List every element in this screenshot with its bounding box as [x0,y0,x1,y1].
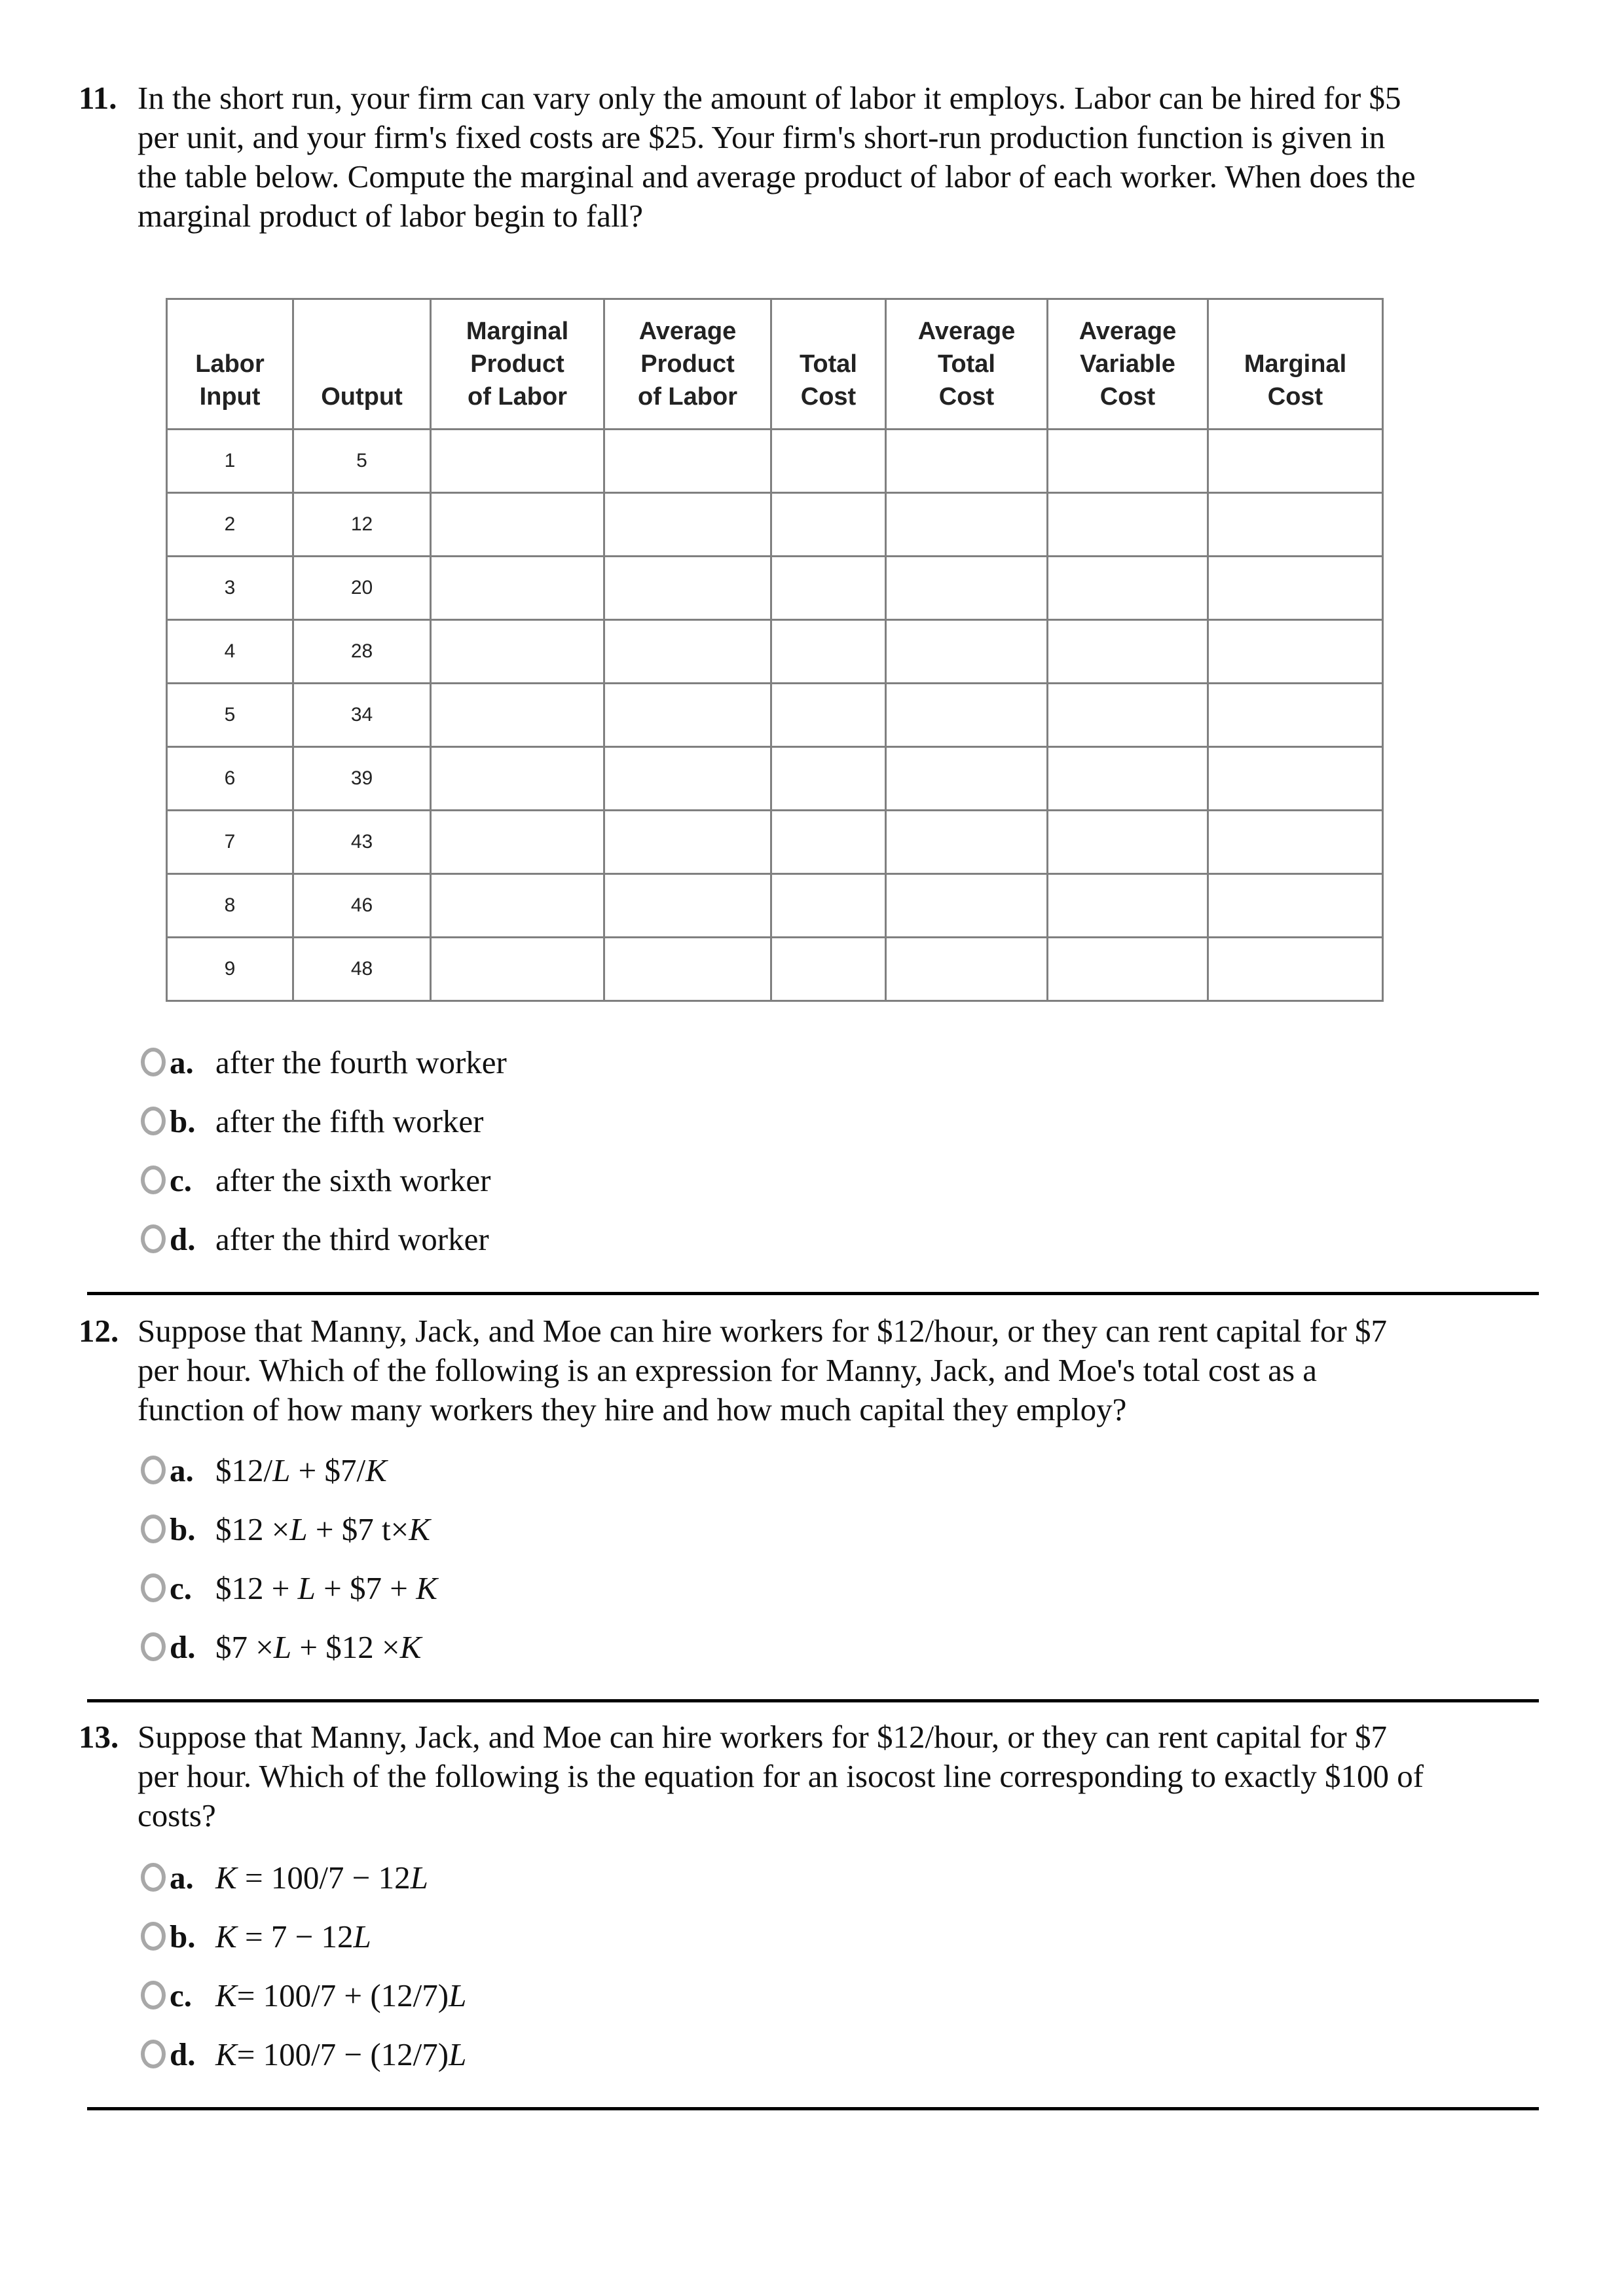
table-cell[interactable] [604,620,771,684]
radio-button[interactable] [141,2040,166,2068]
table-cell[interactable] [604,938,771,1001]
table-row [167,430,1383,493]
table-cell[interactable] [604,493,771,557]
table-cell[interactable] [1208,620,1383,684]
radio-button[interactable] [141,1922,166,1951]
table-cell[interactable] [1048,557,1208,620]
table-row [167,874,1383,938]
table-cell[interactable] [886,747,1048,811]
question-12-text [79,1312,1545,1429]
table-cell[interactable] [771,430,886,493]
table-cell[interactable] [604,557,771,620]
table-cell[interactable] [771,557,886,620]
table-cell[interactable] [1048,811,1208,874]
radio-button[interactable] [141,1863,166,1892]
table-cell[interactable] [1208,557,1383,620]
table-row [167,938,1383,1001]
question-line: marginal product of labor begin to fall? [138,198,643,234]
question-line: costs? [138,1797,216,1833]
table-cell[interactable] [431,430,604,493]
option-a[interactable]: a. K = 100/7 − 12L [141,1848,466,1907]
table-cell[interactable] [431,557,604,620]
table-cell[interactable] [771,874,886,938]
option-b[interactable]: b. after the fifth worker [141,1092,507,1150]
table-cell[interactable] [431,874,604,938]
option-a[interactable]: a. $12/L + $7/K [141,1441,437,1499]
table-cell[interactable] [1048,493,1208,557]
table-cell[interactable] [886,430,1048,493]
table-cell: 9 [167,938,293,1001]
header-marginal-cost: Marginal Cost [1208,299,1383,430]
table-cell[interactable] [431,811,604,874]
radio-button[interactable] [141,1632,166,1661]
table-header-row [167,299,1383,430]
header-average-product: Average Product of Labor [604,299,771,430]
radio-button[interactable] [141,1573,166,1602]
table-cell[interactable] [1208,493,1383,557]
table-cell: 28 [293,620,431,684]
header-output: Output [293,299,431,430]
table-cell[interactable] [431,938,604,1001]
table-row [167,493,1383,557]
table-cell: 34 [293,684,431,747]
table-cell[interactable] [771,811,886,874]
question-13 [79,1717,1545,1835]
option-d[interactable]: d. K= 100/7 − (12/7)L [141,2025,466,2084]
question-line: Suppose that Manny, Jack, and Moe can hire workers for $12/hour, or they can rent capital for $7 [138,1719,1388,1755]
table-cell[interactable] [1048,747,1208,811]
table-cell[interactable] [886,811,1048,874]
table-row [167,620,1383,684]
table-cell[interactable] [886,684,1048,747]
question-number: 11. [79,80,117,116]
production-table-body [167,430,1383,1001]
option-d[interactable]: d. after the third worker [141,1209,507,1268]
question-line: per unit, and your firm's fixed costs are $25. Your firm's short-run production function is given in [138,119,1386,155]
table-cell: 46 [293,874,431,938]
radio-button[interactable] [141,1048,166,1076]
table-cell[interactable] [1048,874,1208,938]
table-row [167,747,1383,811]
header-labor-input: Labor Input [167,299,293,430]
table-row [167,557,1383,620]
question-line: the table below. Compute the marginal and average product of labor of each worker. When does the [138,158,1416,194]
question-number: 13. [79,1719,119,1755]
table-cell[interactable] [771,938,886,1001]
production-table [166,298,1384,1002]
table-cell: 43 [293,811,431,874]
header-total-cost: Total Cost [771,299,886,430]
section-divider [87,2107,1539,2110]
question-12 [79,1312,1545,1429]
table-cell: 1 [167,430,293,493]
table-cell[interactable] [886,493,1048,557]
table-cell: 3 [167,557,293,620]
option-c[interactable]: c. after the sixth worker [141,1150,507,1209]
table-cell[interactable] [886,620,1048,684]
question-line: per hour. Which of the following is an expression for Manny, Jack, and Moe's total cost as a [138,1352,1318,1388]
option-c[interactable]: c. $12 + L + $7 + K [141,1558,437,1617]
option-b[interactable]: b. K = 7 − 12L [141,1907,466,1966]
table-cell[interactable] [1048,938,1208,1001]
table-cell: 39 [293,747,431,811]
table-cell[interactable] [771,620,886,684]
table-cell[interactable] [431,747,604,811]
radio-button[interactable] [141,1166,166,1194]
table-cell[interactable] [1048,430,1208,493]
table-cell[interactable] [604,684,771,747]
table-cell[interactable] [886,557,1048,620]
table-cell: 5 [293,430,431,493]
header-average-total-cost: Average Total Cost [886,299,1048,430]
radio-button[interactable] [141,1107,166,1135]
table-cell: 4 [167,620,293,684]
question-line: function of how many workers they hire and how much capital they employ? [138,1391,1127,1427]
table-cell[interactable] [771,684,886,747]
question-line: In the short run, your firm can vary only the amount of labor it employs. Labor can be hired for $5 [138,80,1401,116]
question-11 [79,79,1545,236]
question-13-options [141,1848,466,2084]
table-cell[interactable] [1208,684,1383,747]
section-divider [87,1292,1539,1295]
question-line: per hour. Which of the following is the equation for an isocost line corresponding to exactly $100 of [138,1758,1424,1794]
table-row [167,811,1383,874]
table-cell[interactable] [604,874,771,938]
question-line: Suppose that Manny, Jack, and Moe can hire workers for $12/hour, or they can rent capital for $7 [138,1313,1388,1349]
table-cell[interactable] [1208,430,1383,493]
table-cell[interactable] [604,430,771,493]
table-cell[interactable] [604,811,771,874]
section-divider [87,1699,1539,1702]
option-c[interactable]: c. K= 100/7 + (12/7)L [141,1966,466,2025]
table-cell[interactable] [771,747,886,811]
table-cell[interactable] [1048,620,1208,684]
table-cell[interactable] [771,493,886,557]
table-cell[interactable] [431,684,604,747]
table-cell[interactable] [431,620,604,684]
table-cell: 6 [167,747,293,811]
table-cell[interactable] [886,874,1048,938]
question-11-options [141,1033,507,1268]
table-cell[interactable] [604,747,771,811]
table-cell[interactable] [431,493,604,557]
radio-button[interactable] [141,1515,166,1543]
table-cell: 8 [167,874,293,938]
header-marginal-product: Marginal Product of Labor [431,299,604,430]
table-cell: 5 [167,684,293,747]
table-cell[interactable] [886,938,1048,1001]
table-cell: 2 [167,493,293,557]
option-d[interactable]: d. $7 ×L + $12 ×K [141,1617,437,1676]
header-average-variable-cost: Average Variable Cost [1048,299,1208,430]
table-cell: 48 [293,938,431,1001]
table-row [167,684,1383,747]
question-number: 12. [79,1313,119,1349]
table-cell: 20 [293,557,431,620]
radio-button[interactable] [141,1981,166,2010]
table-cell[interactable] [1208,747,1383,811]
table-cell[interactable] [1208,874,1383,938]
table-cell[interactable] [1048,684,1208,747]
radio-button[interactable] [141,1456,166,1484]
table-cell[interactable] [1208,938,1383,1001]
table-cell: 12 [293,493,431,557]
option-a[interactable]: a. after the fourth worker [141,1033,507,1092]
question-11-text [79,79,1545,236]
table-cell[interactable] [1208,811,1383,874]
question-13-text [79,1717,1545,1835]
question-12-options [141,1441,437,1676]
table-cell: 7 [167,811,293,874]
option-b[interactable]: b. $12 ×L + $7 t×K [141,1499,437,1558]
radio-button[interactable] [141,1224,166,1253]
